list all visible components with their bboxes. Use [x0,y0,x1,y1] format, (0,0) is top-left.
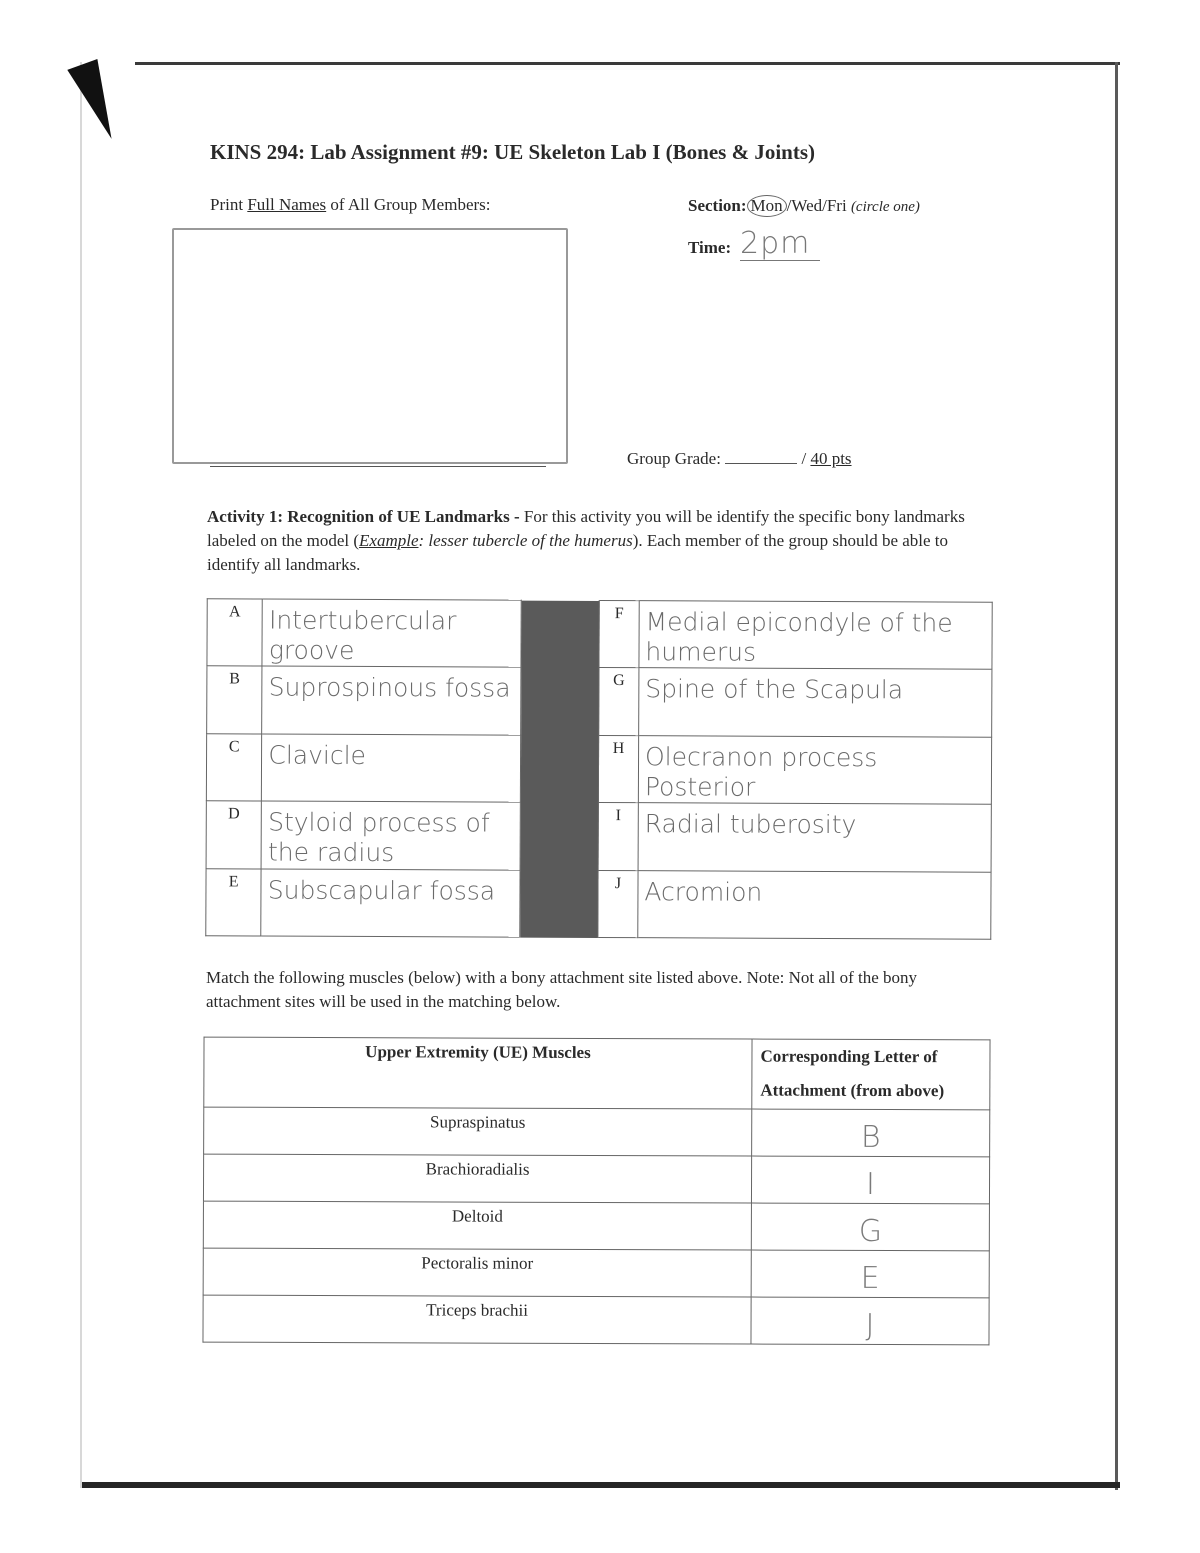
gray-divider-bar [520,600,599,937]
muscles-table [202,1037,990,1346]
table-row [207,599,992,670]
section-field [688,195,920,217]
landmark-answer: Subscapular fossa [261,869,520,938]
landmark-letter: I [598,803,638,871]
names-underline [210,466,546,467]
landmark-answer: Suprospinous fossa [262,666,521,735]
page-edge-top [135,62,1120,65]
section-other-days: /Wed/Fri [786,196,847,215]
letter-column-header: Corresponding Letter of Attachment (from above) [752,1039,990,1110]
table-row [203,1154,989,1204]
muscle-name: Pectoralis minor [203,1248,751,1297]
section-hint: (circle one) [850,199,920,215]
example-text: : lesser tubercle of the humerus [418,531,633,550]
landmark-letter: H [598,735,638,803]
example-label: Example [359,531,419,550]
muscle-name: Triceps brachii [203,1295,751,1344]
names-suffix: of All Group Members: [326,195,491,214]
landmark-answer: Intertubercular groove [262,599,521,668]
attachment-letter: G [751,1203,989,1251]
table-row [203,1248,989,1298]
table-row [204,1107,990,1157]
landmark-answer: Olecranon process Posterior [638,735,991,804]
activity-instructions [207,505,987,577]
table-row [203,1295,989,1345]
page-edge-right [1115,62,1118,1490]
time-label: Time: [688,238,732,257]
landmark-answer: Acromion [638,870,991,939]
section-label: Section: [688,196,747,215]
group-grade-field [627,449,852,469]
page-edge-bottom [80,1482,1120,1488]
table-row [206,801,991,872]
table-row [207,666,992,737]
time-answer: 2pm [740,228,820,261]
muscle-name: Supraspinatus [204,1107,752,1156]
muscle-name: Brachioradialis [203,1154,751,1203]
page-edge-left [80,62,82,1488]
activity-text-1: For this activity you will be identify the specific bony landmarks labeled on the model ( [207,507,965,550]
landmark-answer: Clavicle [262,734,521,803]
attachment-letter: I [751,1156,989,1204]
muscle-name: Deltoid [203,1201,751,1250]
landmark-answer: Medial epicondyle of the humerus [639,601,992,670]
landmark-letter: D [206,801,262,869]
landmark-letter: F [599,600,639,668]
grade-label: Group Grade: [627,449,721,468]
matching-instructions: Match the following muscles (below) with a bony attachment site listed above. Note: Not all of the bony attachment sites will be used in the matching below. [206,968,918,1011]
table-row [206,734,991,805]
group-names-label [210,195,491,215]
landmark-letter: B [207,666,263,734]
grade-total: 40 pts [810,449,852,468]
names-underlined: Full Names [247,195,327,214]
corner-fold-mark [67,59,124,145]
landmarks-table [205,598,992,939]
section-mon-circled: Mon [747,195,787,217]
activity-text-2: ). Each member of the group should be able to identify all landmarks. [207,531,949,574]
table-row [203,1201,989,1251]
muscles-column-header: Upper Extremity (UE) Muscles [204,1037,752,1109]
page-title: KINS 294: Lab Assignment #9: UE Skeleton Lab I (Bones & Joints) [210,140,816,164]
landmark-letter: A [207,599,263,667]
names-prefix: Print [210,195,248,214]
attachment-letter: J [751,1297,989,1345]
attachment-letter: B [752,1109,990,1157]
activity-title: Activity 1: Recognition of UE Landmarks - [207,507,520,526]
landmark-letter: G [599,668,639,736]
landmark-letter: E [206,868,262,936]
grade-blank [725,463,797,464]
table-header-row [204,1037,990,1110]
redacted-names-box [172,228,568,464]
attachment-letter: E [751,1250,989,1298]
landmark-answer: Styloid process of the radius [261,801,520,870]
landmark-answer: Spine of the Scapula [639,668,992,737]
landmark-answer: Radial tuberosity [638,803,991,872]
landmark-letter: J [598,870,638,938]
grade-slash: / [797,449,811,468]
landmark-letter: C [206,734,262,802]
table-row [206,868,991,939]
